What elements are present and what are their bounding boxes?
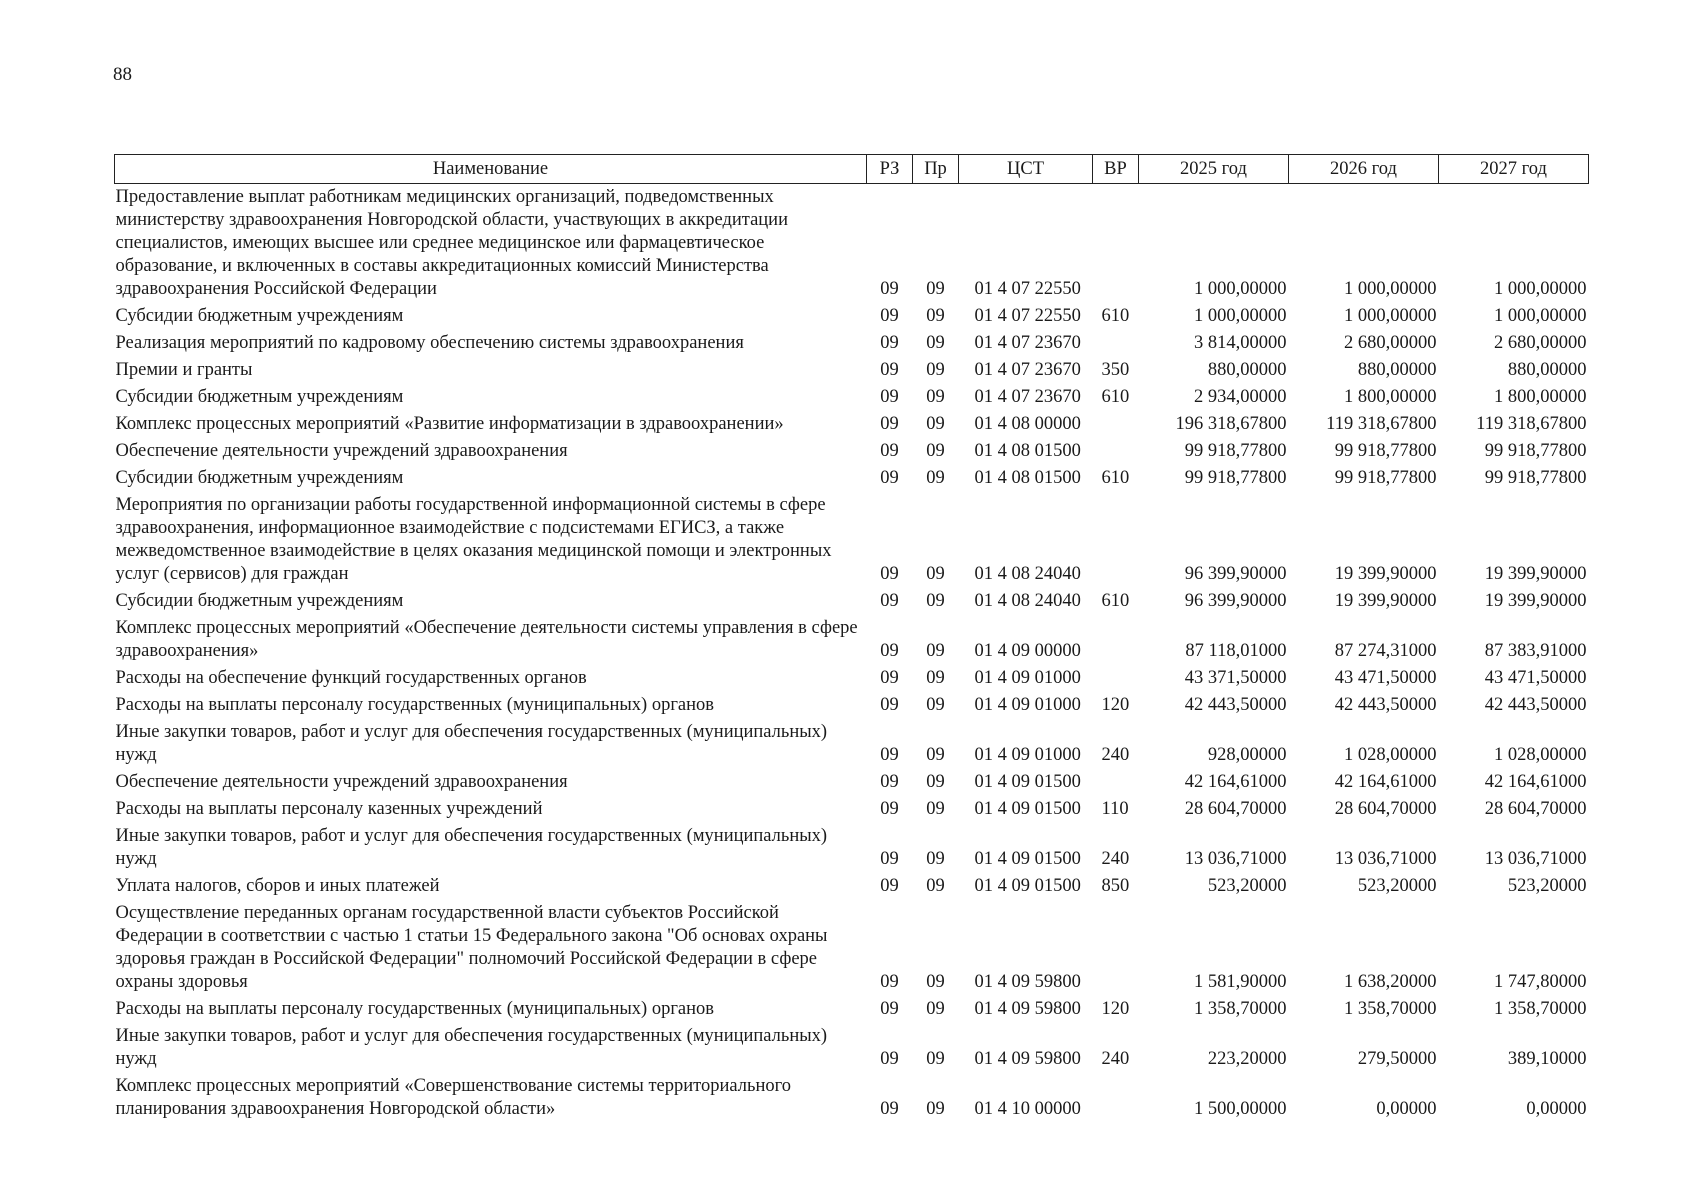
row-pr: 09 bbox=[926, 591, 945, 611]
row-cst: 01 4 07 23670 bbox=[974, 387, 1081, 407]
row-vr: 240 bbox=[1101, 849, 1130, 869]
row-amount-2027: 1 000,00000 bbox=[1494, 279, 1587, 299]
row-amount-2025: 1 000,00000 bbox=[1194, 306, 1287, 326]
row-amount-2027: 1 000,00000 bbox=[1494, 306, 1587, 326]
row-cst: 01 4 09 01000 bbox=[974, 668, 1081, 688]
row-amount-2025: 2 934,00000 bbox=[1194, 387, 1287, 407]
row-name: Иные закупки товаров, работ и услуг для обеспечения государственных (муниципальных) нужд bbox=[115, 826, 828, 869]
row-pr: 09 bbox=[926, 772, 945, 792]
row-pr: 09 bbox=[926, 306, 945, 326]
row-amount-2026: 880,00000 bbox=[1357, 360, 1437, 380]
row-pr: 09 bbox=[926, 695, 945, 715]
row-amount-2026: 99 918,77800 bbox=[1334, 441, 1437, 461]
row-pr: 09 bbox=[926, 972, 945, 992]
table-row bbox=[115, 411, 1589, 438]
row-amount-2025: 99 918,77800 bbox=[1184, 441, 1287, 461]
row-amount-2027: 42 164,61000 bbox=[1484, 772, 1587, 792]
row-amount-2026: 119 318,67800 bbox=[1326, 414, 1437, 434]
column-header-2026: 2026 год bbox=[1289, 155, 1439, 184]
row-cst: 01 4 07 22550 bbox=[974, 279, 1081, 299]
row-cst: 01 4 09 00000 bbox=[974, 641, 1081, 661]
row-name: Уплата налогов, сборов и иных платежей bbox=[115, 876, 440, 896]
row-amount-2026: 1 638,20000 bbox=[1344, 972, 1437, 992]
table-row bbox=[115, 900, 1589, 996]
row-amount-2025: 99 918,77800 bbox=[1184, 468, 1287, 488]
row-rz: 09 bbox=[880, 1099, 899, 1119]
row-vr: 120 bbox=[1101, 695, 1130, 715]
row-cst: 01 4 07 23670 bbox=[974, 360, 1081, 380]
row-rz: 09 bbox=[880, 999, 899, 1019]
row-name: Расходы на выплаты персоналу государственных (муниципальных) органов bbox=[115, 695, 715, 715]
table-row bbox=[115, 823, 1589, 873]
row-amount-2026: 42 443,50000 bbox=[1334, 695, 1437, 715]
row-amount-2027: 99 918,77800 bbox=[1484, 468, 1587, 488]
row-pr: 09 bbox=[926, 468, 945, 488]
row-amount-2026: 19 399,90000 bbox=[1334, 591, 1437, 611]
page-number: 88 bbox=[113, 64, 132, 85]
row-vr: 350 bbox=[1101, 360, 1130, 380]
table-row bbox=[115, 615, 1589, 665]
row-vr: 610 bbox=[1101, 468, 1130, 488]
row-amount-2027: 19 399,90000 bbox=[1484, 591, 1587, 611]
row-amount-2027: 0,00000 bbox=[1526, 1099, 1587, 1119]
row-rz: 09 bbox=[880, 1049, 899, 1069]
row-vr: 850 bbox=[1101, 876, 1130, 896]
row-name: Предоставление выплат работникам медицинских организаций, подведомственных министерству здравоохранения Новгородской области, участвующих в аккредитации специалистов, имеющих высшее или среднее медицинское или фармацевтическое образование, и включенных в составы аккредитационных комиссий Министерства здравоохранения Российской Федерации bbox=[115, 187, 788, 299]
row-name: Обеспечение деятельности учреждений здравоохранения bbox=[115, 441, 568, 461]
column-header-cst: ЦСТ bbox=[959, 155, 1093, 184]
row-pr: 09 bbox=[926, 414, 945, 434]
row-amount-2027: 880,00000 bbox=[1507, 360, 1587, 380]
row-rz: 09 bbox=[880, 695, 899, 715]
row-cst: 01 4 09 59800 bbox=[974, 972, 1081, 992]
row-vr: 610 bbox=[1101, 306, 1130, 326]
row-cst: 01 4 09 01500 bbox=[974, 799, 1081, 819]
table-row bbox=[115, 438, 1589, 465]
row-amount-2027: 119 318,67800 bbox=[1476, 414, 1587, 434]
row-pr: 09 bbox=[926, 876, 945, 896]
row-rz: 09 bbox=[880, 641, 899, 661]
column-header-vr: ВР bbox=[1093, 155, 1139, 184]
row-vr: 610 bbox=[1101, 387, 1130, 407]
row-cst: 01 4 09 01000 bbox=[974, 745, 1081, 765]
row-name: Осуществление переданных органам государственной власти субъектов Российской Федерации в соответствии с частью 1 статьи 15 Федерального закона "Об основах охраны здоровья граждан в Российской Федерации" полномочий Российской Федерации в сфере охраны здоровья bbox=[115, 903, 828, 992]
row-cst: 01 4 08 01500 bbox=[974, 441, 1081, 461]
table-row bbox=[115, 1073, 1589, 1123]
row-name: Комплекс процессных мероприятий «Развитие информатизации в здравоохранении» bbox=[115, 414, 784, 434]
row-amount-2025: 1 358,70000 bbox=[1194, 999, 1287, 1019]
row-amount-2025: 1 500,00000 bbox=[1194, 1099, 1287, 1119]
row-vr bbox=[1093, 330, 1139, 357]
row-amount-2025: 223,20000 bbox=[1207, 1049, 1287, 1069]
row-rz: 09 bbox=[880, 849, 899, 869]
row-amount-2026: 19 399,90000 bbox=[1334, 564, 1437, 584]
row-cst: 01 4 09 01500 bbox=[974, 876, 1081, 896]
row-cst: 01 4 10 00000 bbox=[974, 1099, 1081, 1119]
row-pr: 09 bbox=[926, 641, 945, 661]
table-row bbox=[115, 588, 1589, 615]
column-header-name: Наименование bbox=[115, 155, 867, 184]
row-amount-2025: 1 581,90000 bbox=[1194, 972, 1287, 992]
row-amount-2026: 0,00000 bbox=[1376, 1099, 1437, 1119]
column-header-pr: Пр bbox=[913, 155, 959, 184]
row-name: Обеспечение деятельности учреждений здравоохранения bbox=[115, 772, 568, 792]
row-pr: 09 bbox=[926, 441, 945, 461]
row-name: Субсидии бюджетным учреждениям bbox=[115, 306, 404, 326]
row-rz: 09 bbox=[880, 799, 899, 819]
row-name: Иные закупки товаров, работ и услуг для обеспечения государственных (муниципальных) нужд bbox=[115, 722, 828, 765]
row-pr: 09 bbox=[926, 799, 945, 819]
row-cst: 01 4 08 24040 bbox=[974, 591, 1081, 611]
row-pr: 09 bbox=[926, 333, 945, 353]
row-cst: 01 4 08 01500 bbox=[974, 468, 1081, 488]
row-amount-2027: 87 383,91000 bbox=[1484, 641, 1587, 661]
table-row bbox=[115, 330, 1589, 357]
table-header bbox=[115, 155, 1589, 184]
table-row bbox=[115, 357, 1589, 384]
row-amount-2026: 1 000,00000 bbox=[1344, 279, 1437, 299]
row-vr bbox=[1093, 438, 1139, 465]
row-pr: 09 bbox=[926, 279, 945, 299]
row-vr: 610 bbox=[1101, 591, 1130, 611]
row-vr bbox=[1093, 769, 1139, 796]
row-amount-2025: 928,00000 bbox=[1207, 745, 1287, 765]
row-cst: 01 4 09 59800 bbox=[974, 999, 1081, 1019]
row-amount-2027: 1 747,80000 bbox=[1494, 972, 1587, 992]
row-amount-2027: 1 800,00000 bbox=[1494, 387, 1587, 407]
row-vr bbox=[1093, 665, 1139, 692]
table-row bbox=[115, 184, 1589, 304]
row-amount-2026: 279,50000 bbox=[1357, 1049, 1437, 1069]
row-amount-2025: 96 399,90000 bbox=[1184, 591, 1287, 611]
row-amount-2027: 43 471,50000 bbox=[1484, 668, 1587, 688]
row-rz: 09 bbox=[880, 772, 899, 792]
row-rz: 09 bbox=[880, 876, 899, 896]
budget-table bbox=[114, 154, 1589, 1123]
row-amount-2027: 13 036,71000 bbox=[1484, 849, 1587, 869]
row-name: Субсидии бюджетным учреждениям bbox=[115, 468, 404, 488]
table-row bbox=[115, 796, 1589, 823]
row-amount-2025: 87 118,01000 bbox=[1185, 641, 1287, 661]
row-vr bbox=[1093, 615, 1139, 665]
row-pr: 09 bbox=[926, 387, 945, 407]
table-row bbox=[115, 873, 1589, 900]
row-amount-2026: 1 028,00000 bbox=[1344, 745, 1437, 765]
row-cst: 01 4 08 24040 bbox=[974, 564, 1081, 584]
row-vr bbox=[1093, 184, 1139, 304]
row-name: Мероприятия по организации работы государственной информационной системы в сфере здравоохранения, информационное взаимодействие с подсистемами ЕГИСЗ, а также межведомственное взаимодействие в целях оказания медицинской помощи и электронных услуг (сервисов) для граждан bbox=[115, 495, 832, 584]
table-row bbox=[115, 465, 1589, 492]
row-rz: 09 bbox=[880, 279, 899, 299]
row-name: Расходы на выплаты персоналу казенных учреждений bbox=[115, 799, 543, 819]
row-vr bbox=[1093, 900, 1139, 996]
row-amount-2025: 1 000,00000 bbox=[1194, 279, 1287, 299]
row-amount-2026: 1 358,70000 bbox=[1344, 999, 1437, 1019]
row-pr: 09 bbox=[926, 849, 945, 869]
column-header-2027: 2027 год bbox=[1439, 155, 1589, 184]
row-amount-2027: 19 399,90000 bbox=[1484, 564, 1587, 584]
row-amount-2026: 13 036,71000 bbox=[1334, 849, 1437, 869]
row-pr: 09 bbox=[926, 668, 945, 688]
table-row bbox=[115, 665, 1589, 692]
row-name: Премии и гранты bbox=[115, 360, 253, 380]
row-rz: 09 bbox=[880, 414, 899, 434]
row-amount-2026: 1 000,00000 bbox=[1344, 306, 1437, 326]
row-amount-2026: 2 680,00000 bbox=[1344, 333, 1437, 353]
row-rz: 09 bbox=[880, 668, 899, 688]
row-pr: 09 bbox=[926, 564, 945, 584]
row-amount-2027: 523,20000 bbox=[1507, 876, 1587, 896]
row-vr: 240 bbox=[1101, 1049, 1130, 1069]
row-pr: 09 bbox=[926, 1099, 945, 1119]
row-rz: 09 bbox=[880, 564, 899, 584]
row-amount-2027: 28 604,70000 bbox=[1484, 799, 1587, 819]
row-vr bbox=[1093, 411, 1139, 438]
row-rz: 09 bbox=[880, 468, 899, 488]
row-amount-2025: 28 604,70000 bbox=[1184, 799, 1287, 819]
row-name: Расходы на выплаты персоналу государственных (муниципальных) органов bbox=[115, 999, 715, 1019]
table-row bbox=[115, 692, 1589, 719]
table-row bbox=[115, 303, 1589, 330]
row-vr: 110 bbox=[1101, 799, 1129, 819]
row-rz: 09 bbox=[880, 441, 899, 461]
row-rz: 09 bbox=[880, 387, 899, 407]
row-vr: 120 bbox=[1101, 999, 1130, 1019]
row-rz: 09 bbox=[880, 360, 899, 380]
row-cst: 01 4 09 59800 bbox=[974, 1049, 1081, 1069]
row-amount-2026: 28 604,70000 bbox=[1334, 799, 1437, 819]
row-amount-2025: 880,00000 bbox=[1207, 360, 1287, 380]
row-rz: 09 bbox=[880, 591, 899, 611]
row-pr: 09 bbox=[926, 745, 945, 765]
row-cst: 01 4 09 01500 bbox=[974, 849, 1081, 869]
row-name: Реализация мероприятий по кадровому обеспечению системы здравоохранения bbox=[115, 333, 744, 353]
row-cst: 01 4 09 01500 bbox=[974, 772, 1081, 792]
row-pr: 09 bbox=[926, 1049, 945, 1069]
row-amount-2027: 1 358,70000 bbox=[1494, 999, 1587, 1019]
row-amount-2025: 43 371,50000 bbox=[1184, 668, 1287, 688]
row-cst: 01 4 07 22550 bbox=[974, 306, 1081, 326]
row-amount-2025: 42 164,61000 bbox=[1184, 772, 1287, 792]
row-cst: 01 4 07 23670 bbox=[974, 333, 1081, 353]
table-row bbox=[115, 1023, 1589, 1073]
row-amount-2026: 42 164,61000 bbox=[1334, 772, 1437, 792]
row-amount-2027: 42 443,50000 bbox=[1484, 695, 1587, 715]
table-row bbox=[115, 996, 1589, 1023]
row-amount-2025: 3 814,00000 bbox=[1194, 333, 1287, 353]
row-amount-2027: 1 028,00000 bbox=[1494, 745, 1587, 765]
row-cst: 01 4 08 00000 bbox=[974, 414, 1081, 434]
row-amount-2025: 523,20000 bbox=[1207, 876, 1287, 896]
row-name: Субсидии бюджетным учреждениям bbox=[115, 387, 404, 407]
row-amount-2025: 13 036,71000 bbox=[1184, 849, 1287, 869]
table-body bbox=[115, 184, 1589, 1124]
row-amount-2026: 1 800,00000 bbox=[1344, 387, 1437, 407]
column-header-rz: РЗ bbox=[867, 155, 913, 184]
row-amount-2025: 96 399,90000 bbox=[1184, 564, 1287, 584]
row-name: Иные закупки товаров, работ и услуг для обеспечения государственных (муниципальных) нужд bbox=[115, 1026, 828, 1069]
row-name: Комплекс процессных мероприятий «Совершенствование системы территориального планирования здравоохранения Новгородской области» bbox=[115, 1076, 791, 1119]
table-row bbox=[115, 492, 1589, 588]
row-vr: 240 bbox=[1101, 745, 1130, 765]
row-rz: 09 bbox=[880, 972, 899, 992]
row-rz: 09 bbox=[880, 333, 899, 353]
table-row bbox=[115, 769, 1589, 796]
row-amount-2027: 389,10000 bbox=[1507, 1049, 1587, 1069]
row-name: Субсидии бюджетным учреждениям bbox=[115, 591, 404, 611]
row-pr: 09 bbox=[926, 999, 945, 1019]
row-vr bbox=[1093, 1073, 1139, 1123]
row-amount-2025: 196 318,67800 bbox=[1175, 414, 1287, 434]
row-rz: 09 bbox=[880, 745, 899, 765]
row-name: Комплекс процессных мероприятий «Обеспечение деятельности системы управления в сфере здравоохранения» bbox=[115, 618, 858, 661]
table-row bbox=[115, 719, 1589, 769]
row-rz: 09 bbox=[880, 306, 899, 326]
row-amount-2027: 99 918,77800 bbox=[1484, 441, 1587, 461]
table-row bbox=[115, 384, 1589, 411]
row-amount-2026: 99 918,77800 bbox=[1334, 468, 1437, 488]
row-vr bbox=[1093, 492, 1139, 588]
row-pr: 09 bbox=[926, 360, 945, 380]
row-amount-2027: 2 680,00000 bbox=[1494, 333, 1587, 353]
row-amount-2026: 523,20000 bbox=[1357, 876, 1437, 896]
row-amount-2026: 43 471,50000 bbox=[1334, 668, 1437, 688]
column-header-2025: 2025 год bbox=[1139, 155, 1289, 184]
row-cst: 01 4 09 01000 bbox=[974, 695, 1081, 715]
row-name: Расходы на обеспечение функций государственных органов bbox=[115, 668, 587, 688]
row-amount-2026: 87 274,31000 bbox=[1334, 641, 1437, 661]
row-amount-2025: 42 443,50000 bbox=[1184, 695, 1287, 715]
